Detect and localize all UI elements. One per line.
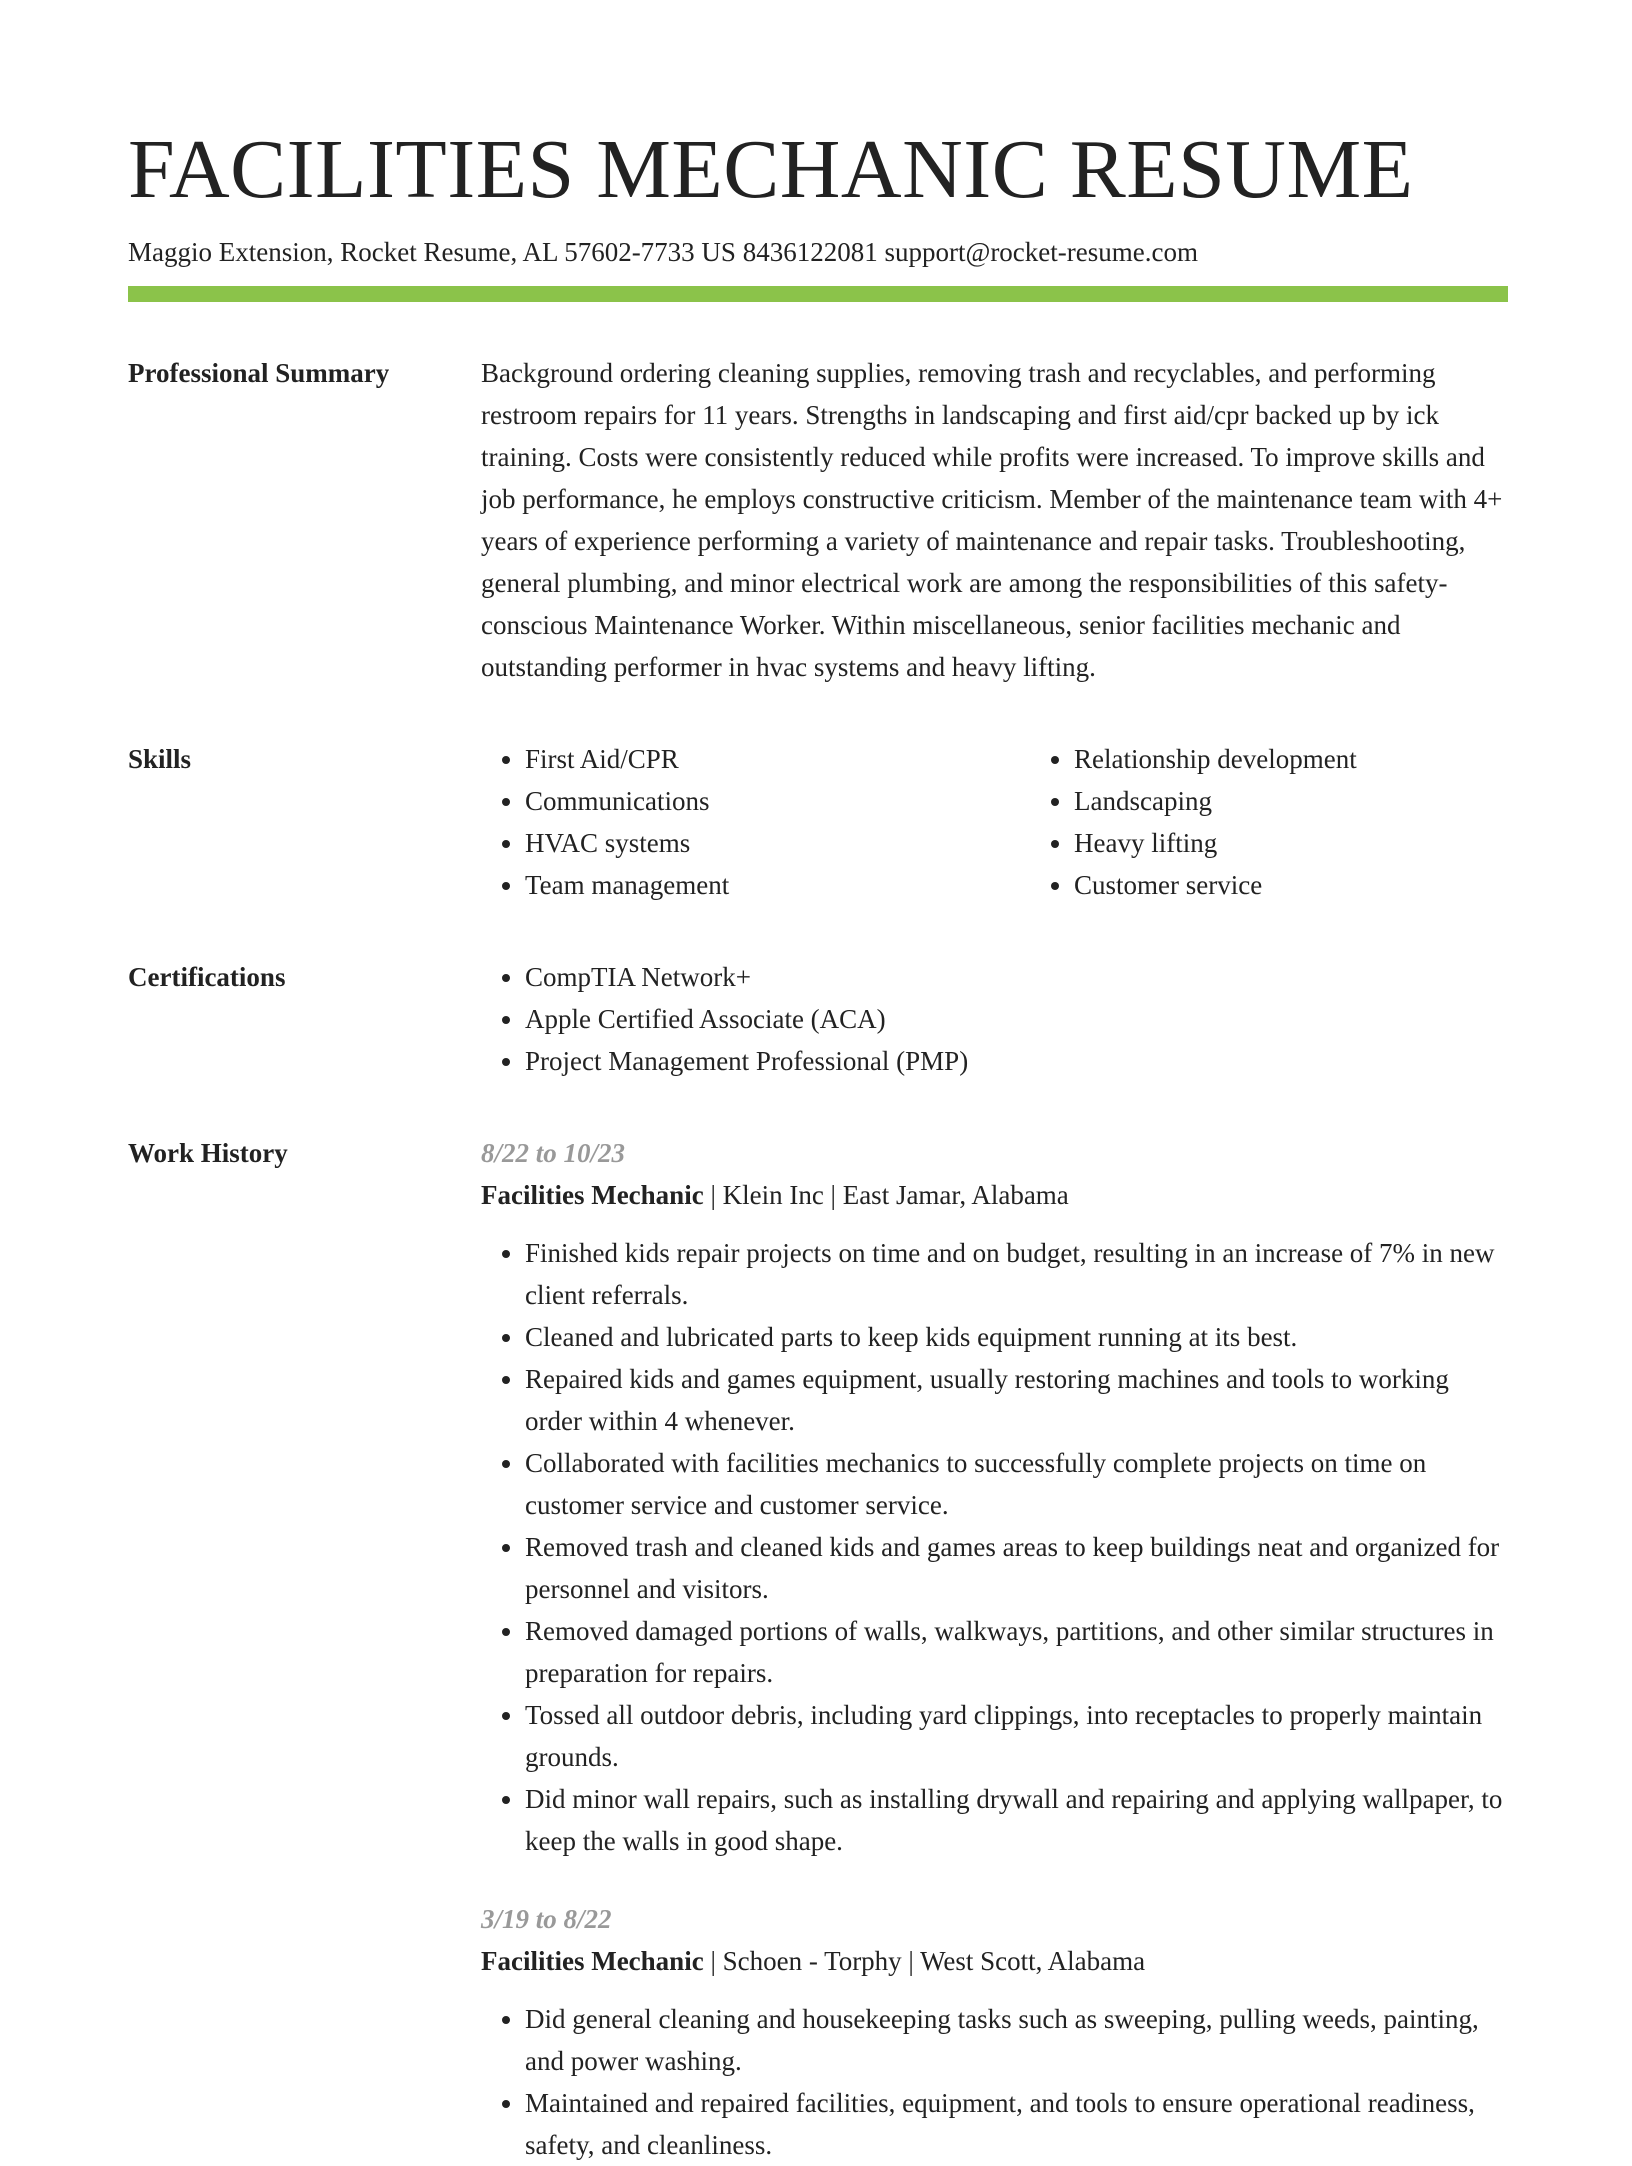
list-item: • Maintained and repaired facilities, equipment, and tools to ensure operational readiness, safety, and cleanliness. bbox=[525, 2082, 1508, 2166]
resume-title: FACILITIES MECHANIC RESUME bbox=[128, 123, 1414, 216]
list-item: • CompTIA Network+ bbox=[525, 956, 1508, 998]
job-entry bbox=[481, 1132, 1508, 1862]
list-item: • Tossed all outdoor debris, including yard clippings, into receptacles to properly maintain grounds. bbox=[525, 1694, 1508, 1778]
job-title: Facilities Mechanic bbox=[481, 1180, 704, 1210]
list-item: • Apple Certified Associate (ACA) bbox=[525, 998, 1508, 1040]
contact-address: Maggio Extension, Rocket Resume, AL 57602-7733 US bbox=[128, 237, 736, 267]
list-item: • Removed damaged portions of walls, walkways, partitions, and other similar structures in preparation for repairs. bbox=[525, 1610, 1508, 1694]
list-item: • Customer service bbox=[1074, 864, 1579, 906]
certifications-section bbox=[128, 956, 1508, 1082]
job-dates: 8/22 to 10/23 bbox=[481, 1138, 626, 1168]
job-dates: 3/19 to 8/22 bbox=[481, 1904, 612, 1934]
list-item: • Project Management Professional (PMP) bbox=[525, 1040, 1508, 1082]
section-heading-certifications: Certifications bbox=[128, 962, 286, 992]
section-heading-work-history: Work History bbox=[128, 1138, 288, 1168]
section-heading-skills: Skills bbox=[128, 744, 192, 774]
list-item: • Repaired kids and games equipment, usually restoring machines and tools to working order within 4 whenever. bbox=[525, 1358, 1508, 1442]
list-item: • Did minor wall repairs, such as installing drywall and repairing and applying wallpaper, to keep the walls in good shape. bbox=[525, 1778, 1508, 1862]
list-item: • Team management bbox=[525, 864, 1030, 906]
contact-email: support@rocket-resume.com bbox=[884, 237, 1198, 267]
list-item: • Removed trash and cleaned kids and games areas to keep buildings neat and organized for personnel and visitors. bbox=[525, 1526, 1508, 1610]
skills-column-1 bbox=[481, 738, 1030, 906]
job-details: | Schoen - Torphy | West Scott, Alabama bbox=[703, 1946, 1146, 1976]
job-heading bbox=[481, 1940, 1508, 1982]
list-item: • Collaborated with facilities mechanics to successfully complete projects on time on customer service and customer service. bbox=[525, 1442, 1508, 1526]
contact-line bbox=[128, 232, 1508, 272]
resume-page bbox=[128, 120, 1508, 2166]
job-bullets bbox=[481, 1232, 1508, 1862]
section-heading-summary: Professional Summary bbox=[128, 358, 390, 388]
list-item: • Relationship development bbox=[1074, 738, 1579, 780]
list-item: • Landscaping bbox=[1074, 780, 1579, 822]
list-item: • First Aid/CPR bbox=[525, 738, 1030, 780]
work-history-section bbox=[128, 1132, 1508, 2166]
job-title: Facilities Mechanic bbox=[481, 1946, 704, 1976]
list-item: • HVAC systems bbox=[525, 822, 1030, 864]
list-item: • Communications bbox=[525, 780, 1030, 822]
list-item: • Heavy lifting bbox=[1074, 822, 1579, 864]
list-item: • Finished kids repair projects on time and on budget, resulting in an increase of 7% in new client referrals. bbox=[525, 1232, 1508, 1316]
job-bullets bbox=[481, 1998, 1508, 2166]
skills-section bbox=[128, 738, 1508, 906]
list-item: • Did general cleaning and housekeeping tasks such as sweeping, pulling weeds, painting, and power washing. bbox=[525, 1998, 1508, 2082]
summary-text: Background ordering cleaning supplies, removing trash and recyclables, and performing restroom repairs for 11 years. Strengths in landscaping and first aid/cpr backed up by ick training. Costs were consistently reduced while profits were increased. To improve skills and job performance, he employs constructive criticism. Member of the maintenance team with 4+ years of experience performing a variety of maintenance and repair tasks. Troubleshooting, general plumbing, and minor electrical work are among the responsibilities of this safety-conscious Maintenance Worker. Within miscellaneous, senior facilities mechanic and outstanding performer in hvac systems and heavy lifting. bbox=[481, 358, 1503, 682]
header-divider bbox=[128, 286, 1508, 302]
summary-section bbox=[128, 352, 1508, 688]
list-item: • Cleaned and lubricated parts to keep kids equipment running at its best. bbox=[525, 1316, 1508, 1358]
skills-column-2 bbox=[1030, 738, 1579, 906]
job-details: | Klein Inc | East Jamar, Alabama bbox=[703, 1180, 1069, 1210]
job-heading bbox=[481, 1174, 1508, 1216]
job-entry bbox=[481, 1898, 1508, 2166]
certifications-list bbox=[481, 956, 1508, 1082]
contact-phone: 8436122081 bbox=[742, 237, 878, 267]
